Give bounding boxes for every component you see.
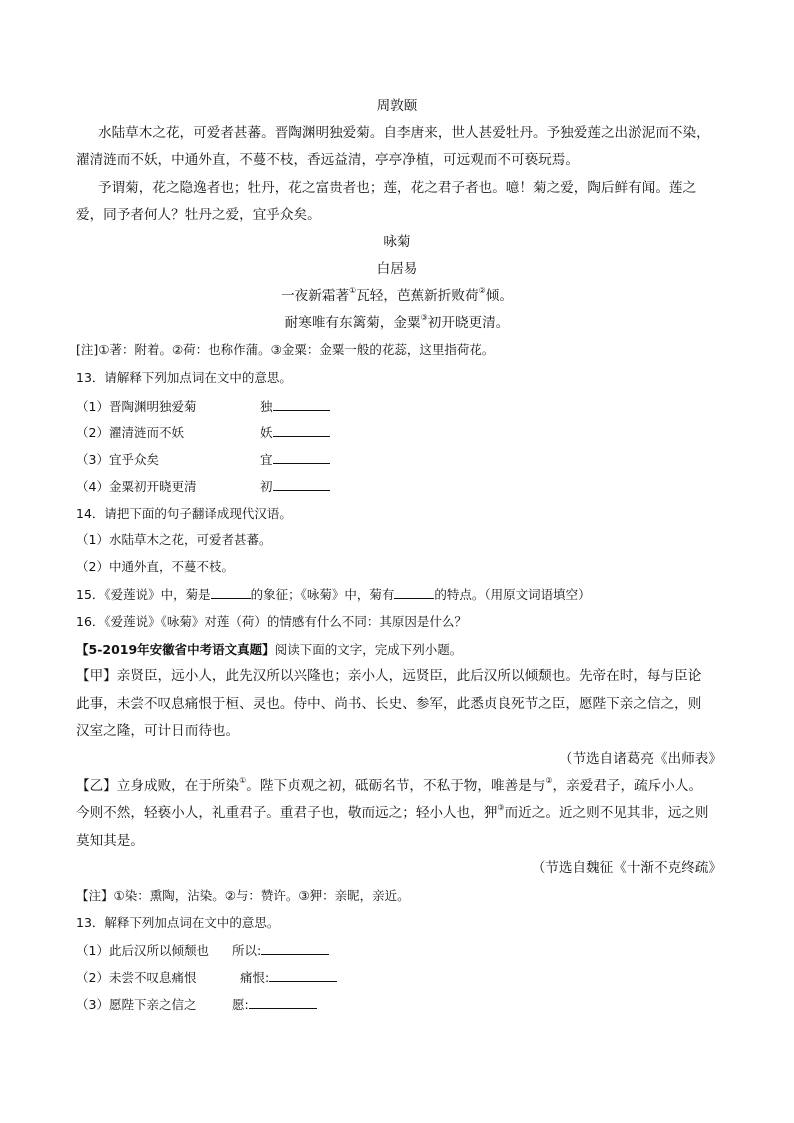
footnote-mark: ① [349, 286, 357, 295]
section2-heading [76, 640, 462, 660]
yi-source: （节选自魏征《十渐不克终疏》 [531, 860, 722, 876]
ailian-para2-line2: 爱，同予者何人？牡丹之爱，宜乎众矣。 [76, 207, 321, 223]
yongju-author: 白居易 [376, 261, 418, 277]
key-word: 愿: [232, 997, 249, 1012]
q13-item-4 [76, 476, 330, 497]
question-text: （3）愿陛下亲之信之 [76, 997, 197, 1012]
question-text: （2）濯清涟而不妖 [76, 425, 184, 440]
answer-blank[interactable] [261, 940, 329, 955]
question-text: 的特点。（用原文词语填空） [434, 587, 591, 602]
q14-prompt: 14．请把下面的句子翻译成现代汉语。 [76, 506, 292, 521]
question-text: （4）金粟初开晓更清 [76, 479, 197, 494]
jia-source: （节选自诸葛亮《出师表》 [558, 751, 722, 767]
poem-text: 瓦轻，芭蕉新折败荷 [356, 288, 479, 304]
q13b-prompt: 13．解释下列加点词在文中的意思。 [76, 915, 280, 930]
ailian-author: 周敦颐 [376, 98, 418, 114]
q13b-item-3 [76, 994, 317, 1015]
q16: 16．《爱莲说》《咏菊》对莲（荷）的情感有什么不同：其原因是什么？ [76, 614, 467, 629]
jia-line2: 此事，未尝不叹息痛恨于桓、灵也。侍中、尚书、长史、参军，此悉贞良死节之臣，愿陛下亲之信之，则 [76, 696, 702, 712]
jia-line1: 【甲】亲贤臣，远小人，此先汉所以兴隆也；亲小人，远贤臣，此后汉所以倾颓也。先帝在时，每与臣论 [76, 668, 702, 684]
ailian-para1-line1: 水陆草木之花，可爱者甚蕃。晋陶渊明独爱菊。自李唐来，世人甚爱牡丹。予独爱莲之出淤泥而不染， [98, 125, 710, 141]
q15 [76, 584, 591, 605]
passage-text: ，亲爱君子，疏斥小人。 [552, 778, 703, 794]
footnote-mark: ③ [420, 313, 428, 322]
poem-text: 倾。 [485, 288, 513, 304]
q13b-item-1 [76, 940, 329, 961]
key-word: 痛恨: [240, 970, 270, 985]
footnote-mark: ③ [497, 803, 505, 812]
key-word: 独 [260, 399, 273, 414]
exam-source-tag: 【5-2019年安徽省中考语文真题】 [76, 642, 275, 657]
footnote-mark: ② [545, 776, 553, 785]
question-text: （3）宜乎众矣 [76, 452, 159, 467]
passage-text: 【乙】立身成败，在于所染 [76, 778, 240, 794]
note-1: [注]①著：附着。②荷：也称作蒲。③金粟：金粟一般的花蕊，这里指荷花。 [76, 342, 495, 357]
q13b-item-2 [76, 967, 337, 988]
question-text: （1）晋陶渊明独爱菊 [76, 399, 197, 414]
q13-item-1 [76, 396, 330, 417]
answer-blank[interactable] [273, 449, 330, 464]
passage-text: 今则不然，轻亵小人，礼重君子。重君子也，敬而远之；轻小人也，狎 [76, 805, 498, 821]
q13-prompt: 13．请解释下列加点词在文中的意思。 [76, 370, 292, 385]
section-intro: 阅读下面的文字，完成下列小题。 [274, 642, 463, 657]
yi-line2 [76, 803, 708, 823]
question-text: 的象征；《咏菊》中，菊有 [250, 587, 395, 602]
jia-line3: 汉室之隆，可计日而待也。 [76, 723, 240, 739]
poem-text: 初开晓更清。 [427, 315, 510, 331]
answer-blank[interactable] [394, 584, 434, 599]
yongju-title: 咏菊 [383, 234, 411, 250]
answer-blank[interactable] [269, 967, 337, 982]
ailian-para2-line1: 予谓菊，花之隐逸者也；牡丹，花之富贵者也；莲，花之君子者也。噫！菊之爱，陶后鲜有闻。莲之 [98, 180, 697, 196]
answer-blank[interactable] [273, 396, 330, 411]
answer-blank[interactable] [273, 422, 330, 437]
q13-item-2 [76, 422, 330, 443]
answer-blank[interactable] [211, 584, 251, 599]
passage-text: 。陛下贞观之初，砥砺名节，不私于物，唯善是与 [246, 778, 546, 794]
yongju-line1 [0, 286, 794, 306]
key-word: 初 [260, 479, 273, 494]
yongju-line2 [0, 313, 794, 333]
poem-text: 耐寒唯有东篱菊，金粟 [284, 315, 421, 331]
key-word: 宜 [260, 452, 273, 467]
key-word: 所以: [232, 943, 262, 958]
yi-line1 [76, 776, 702, 796]
footnote-mark: ② [478, 286, 486, 295]
yi-line3: 莫知其是。 [76, 833, 144, 849]
answer-blank[interactable] [249, 994, 317, 1009]
note-2: 【注】①染：熏陶，沾染。②与：赞许。③狎：亲昵，亲近。 [76, 888, 410, 903]
question-text: 15．《爱莲说》中，菊是 [76, 587, 211, 602]
ailian-para1-line2: 濯清涟而不妖，中通外直，不蔓不枝，香远益清，亭亭净植，可远观而不可亵玩焉。 [76, 152, 579, 168]
q14-item-1: （1）水陆草木之花，可爱者甚蕃。 [76, 532, 272, 547]
question-text: （1）此后汉所以倾颓也 [76, 943, 209, 958]
poem-text: 一夜新霜著 [281, 288, 350, 304]
key-word: 妖 [260, 425, 273, 440]
passage-text: 而近之。近之则不见其非，远之则 [504, 805, 709, 821]
footnote-mark: ① [239, 776, 247, 785]
answer-blank[interactable] [273, 476, 330, 491]
question-text: （2）未尝不叹息痛恨 [76, 970, 197, 985]
q14-item-2: （2）中通外直，不蔓不枝。 [76, 559, 234, 574]
q13-item-3 [76, 449, 330, 470]
